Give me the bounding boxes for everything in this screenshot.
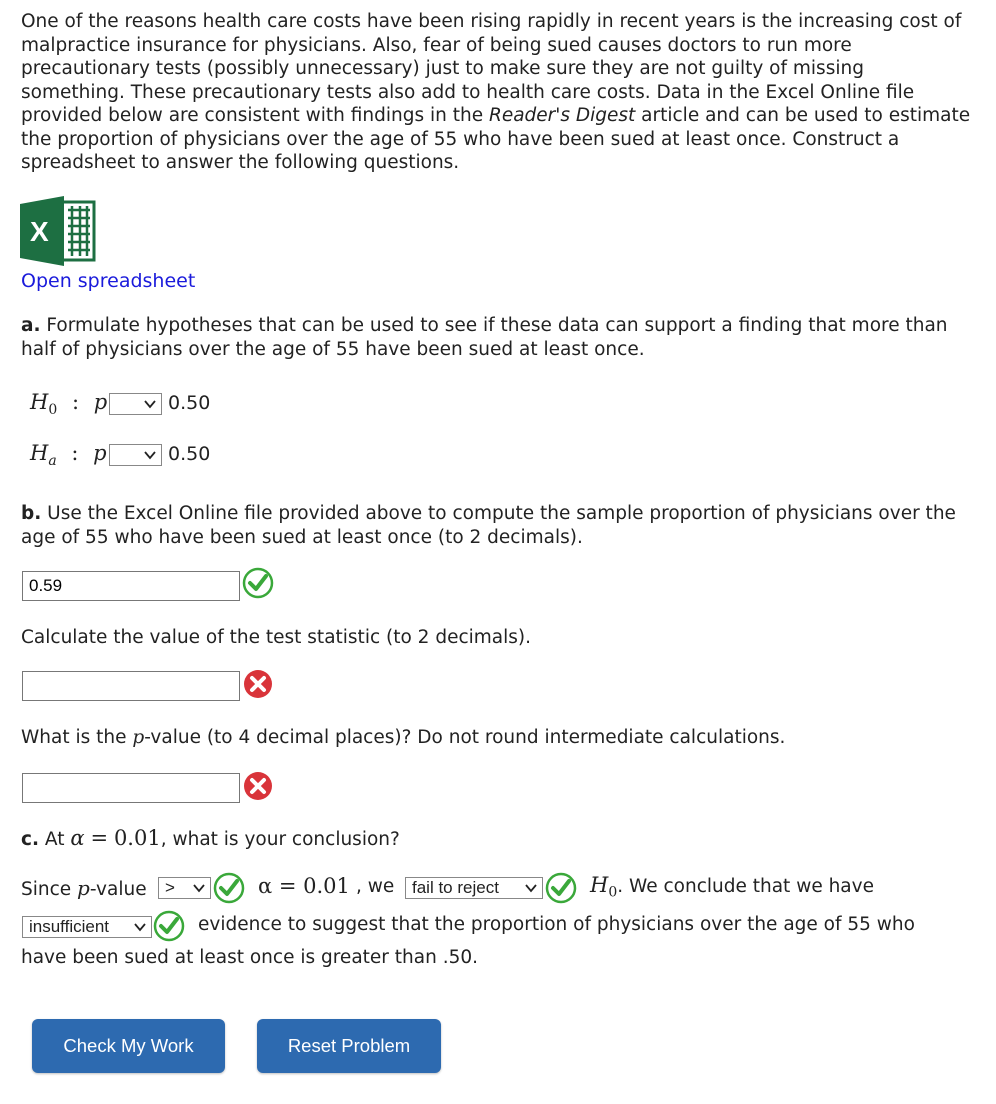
test-statistic-prompt: Calculate the value of the test statistic (to 2 decimals). — [21, 627, 531, 648]
chevron-down-icon — [143, 448, 157, 462]
since-text: Since p-value — [21, 876, 147, 900]
part-a-text: a. Formulate hypotheses that can be used to see if these data can support a finding that more than half of physicians over the age of 55 have been sued at least once. — [21, 315, 948, 360]
ha-value: 0.50 — [168, 443, 211, 465]
part-b-text: b. Use the Excel Online file provided above to compute the sample proportion of physicians over the age of 55 who have been sued at least once (to 2 decimals). — [21, 503, 956, 548]
sample-proportion-input[interactable] — [22, 571, 240, 601]
h0-conclusion-text: $H_0$. We conclude that we have — [590, 873, 874, 901]
p-value-input[interactable] — [22, 773, 240, 803]
alpha-equation: α = 0.01 — [258, 874, 350, 898]
evidence-text: evidence to suggest that the proportion of physicians over the age of 55 who — [198, 914, 915, 935]
ha-operator-select[interactable] — [109, 444, 162, 466]
excel-letter: X — [30, 216, 49, 247]
correct-check-icon — [212, 871, 246, 905]
check-my-work-button[interactable]: Check My Work — [32, 1019, 225, 1073]
comma-we-text: , we — [356, 876, 395, 897]
p-value-prompt: What is the p-value (to 4 decimal places)? Do not round intermediate calculations. — [21, 727, 786, 748]
ha-label: $H_a$ : p — [30, 441, 107, 470]
chevron-down-icon — [524, 881, 538, 895]
chevron-down-icon — [143, 397, 157, 411]
h0-label: $H_0$ : p — [30, 390, 108, 419]
decision-select[interactable]: fail to reject — [405, 877, 543, 899]
part-c-text: c. At α = 0.01, what is your conclusion? — [21, 826, 400, 850]
excel-icon[interactable] — [20, 196, 98, 266]
h0-value: 0.50 — [168, 392, 211, 414]
problem-intro: One of the reasons health care costs have been rising rapidly in recent years is the increasing cost of malpractice insurance for physicians. Also, fear of being sued causes doctors to run more precautionary tests (possibly unnecessary) just to make sure they are not guilty of missing something. These precautionary tests also add to health care costs. Data in the Excel Online file provided below are consistent with findings in the Reader's Digest article and can be used to estimate the proportion of physicians over the age of 55 who have been sued at least once. Construct a spreadsheet to answer the following questions. — [21, 11, 971, 173]
comparison-select[interactable]: > — [158, 877, 211, 899]
h0-operator-select[interactable] — [109, 393, 162, 415]
correct-check-icon — [544, 871, 578, 905]
incorrect-x-icon — [241, 667, 275, 701]
final-text: have been sued at least once is greater than .50. — [21, 947, 478, 968]
open-spreadsheet-link[interactable]: Open spreadsheet — [21, 270, 196, 292]
chevron-down-icon — [133, 920, 147, 934]
correct-check-icon — [152, 909, 186, 943]
correct-check-icon — [241, 566, 275, 600]
evidence-select[interactable]: insufficient — [22, 916, 152, 938]
test-statistic-input[interactable] — [22, 671, 240, 701]
incorrect-x-icon — [241, 769, 275, 803]
chevron-down-icon — [192, 881, 206, 895]
reset-problem-button[interactable]: Reset Problem — [257, 1019, 441, 1073]
